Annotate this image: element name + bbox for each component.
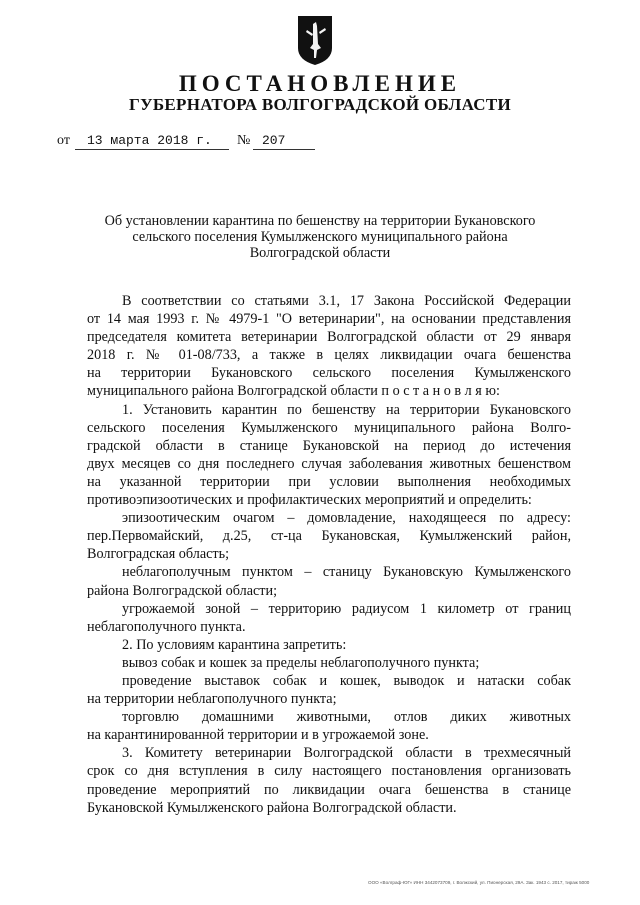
body-line: неблагополучным пунктом – станицу Букановскую Кумылженского [122, 564, 571, 581]
body-line: 1. Установить карантин по бешенству на территории Букановского [122, 401, 571, 418]
body-line: 2018 г. № 01-08/733, а также в целях ликвидации очага бешенства [87, 347, 571, 364]
body-line: проведение мероприятий по ликвидации очага бешенства в станице [87, 781, 571, 798]
body-line: на территории неблагополучного пункта; [87, 691, 337, 708]
date-underline [75, 149, 229, 150]
body-line: эпизоотическим очагом – домовладение, находящееся по адресу: [122, 510, 571, 527]
body-line: на карантинированной территории и в угрожаемой зоне. [87, 727, 429, 744]
document-date: 13 марта 2018 г. [87, 133, 212, 148]
printer-imprint: ООО «Волграф-ЮГ» ИНН 3442073709, г. Волжский, ул. Пионерская, 29А. Зак. 1943 с. 2017, тираж 5000 [368, 880, 590, 885]
document-subject [80, 213, 560, 261]
document-body [87, 292, 571, 817]
body-line: района Волгоградской области; [87, 582, 278, 599]
body-line: муниципального района Волгоградской области п о с т а н о в л я ю: [87, 383, 500, 400]
body-line: Волгоградская область; [87, 546, 230, 563]
body-line: проведение выставок собак и кошек, выводок и натаски собак [122, 672, 571, 689]
body-line: 2. По условиям карантина запретить: [122, 636, 347, 653]
body-line: на указанной территории при условии выполнения необходимых [87, 473, 571, 490]
body-line: Букановской Кумылженского района Волгоградской области. [87, 799, 457, 816]
body-line: двух месяцев со дня последнего случая заболевания животных бешенством [87, 455, 571, 472]
document-number: 207 [262, 133, 286, 148]
body-line: сельского поселения Кумылженского муниципального района Волго- [87, 419, 571, 436]
body-line: на территории Букановского сельского поселения Кумылженского [87, 365, 571, 382]
subject-line: Волгоградской области [249, 245, 391, 261]
subject-line: сельского поселения Кумылженского муниципального района [132, 229, 508, 245]
body-line: торговлю домашними животными, отлов диких животных [122, 709, 571, 726]
body-line: градской области в станице Букановской на период до истечения [87, 437, 571, 454]
body-line: пер.Первомайский, д.25, ст-ца Букановская, Кумылженский район, [87, 528, 571, 545]
date-from-label: от [57, 133, 70, 148]
document-issuer: ГУБЕРНАТОРА ВОЛГОГРАДСКОЙ ОБЛАСТИ [128, 95, 512, 114]
coat-of-arms-emblem [295, 14, 335, 66]
body-line: от 14 мая 1993 г. № 4979-1 "О ветеринарии", на основании представления [87, 311, 571, 328]
number-label: № [237, 133, 251, 148]
subject-line: Об установлении карантина по бешенству на территории Букановского [104, 213, 536, 229]
date-number-line [57, 132, 357, 152]
document-title: ПОСТАНОВЛЕНИЕ [178, 71, 462, 96]
body-line: председателя комитета ветеринарии Волгоградской области от 29 января [87, 329, 571, 346]
body-line: угрожаемой зоной – территорию радиусом 1 километр от границ [122, 600, 571, 617]
body-line: срок со дня вступления в силу настоящего постановления организовать [87, 763, 571, 780]
body-line: В соответствии со статьями 3.1, 17 Закона Российской Федерации [122, 293, 571, 309]
number-underline [253, 149, 315, 150]
body-line: вывоз собак и кошек за пределы неблагополучного пункта; [122, 654, 480, 671]
body-line: неблагополучного пункта. [87, 618, 246, 635]
body-line: противоэпизоотических и профилактических мероприятий и определить: [87, 492, 532, 509]
body-line: 3. Комитету ветеринарии Волгоградской области в трехмесячный [122, 745, 571, 762]
